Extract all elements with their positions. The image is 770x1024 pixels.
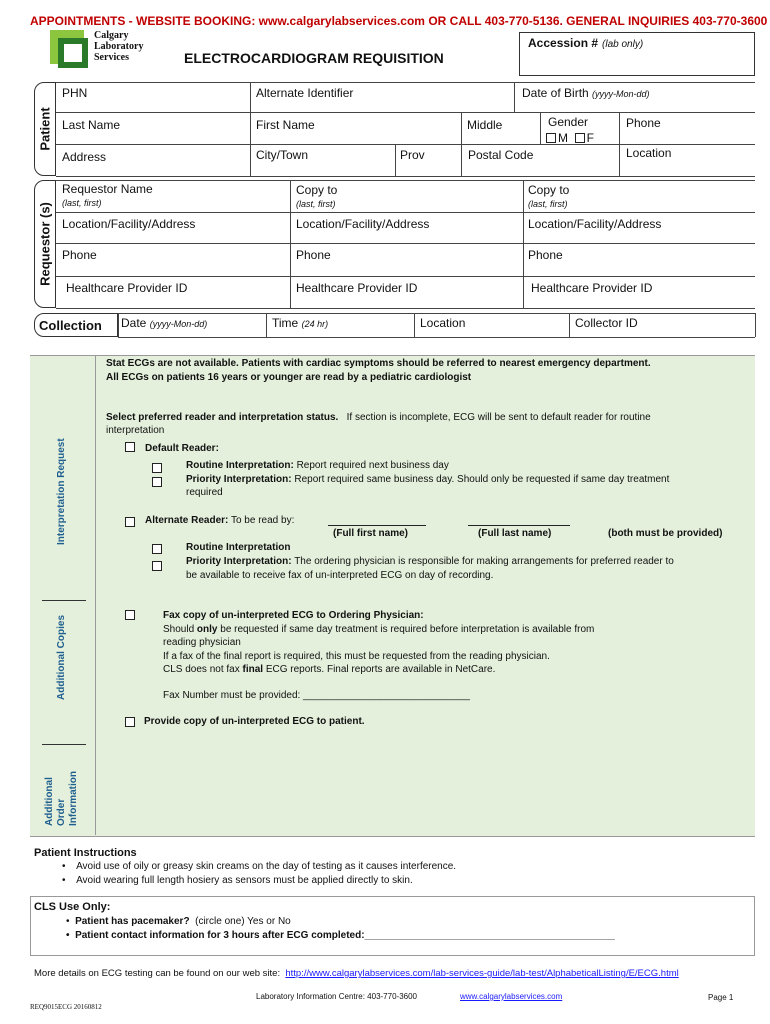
- routine2-label: Routine Interpretation: [186, 542, 291, 553]
- last-name-field[interactable]: Last Name: [62, 118, 121, 132]
- page-number: Page 1: [708, 993, 734, 1002]
- dob-field[interactable]: [522, 86, 650, 100]
- patient-copy-label: Provide copy of un-interpreted ECG to patient.: [144, 716, 365, 727]
- requestor-provider-id-field[interactable]: Healthcare Provider ID: [66, 281, 188, 295]
- collection-location-field[interactable]: Location: [420, 316, 466, 330]
- alternate-reader-label: [145, 515, 294, 526]
- priority2-bold: Priority Interpretation:: [186, 556, 292, 567]
- dob-label: Date of Birth: [522, 86, 589, 100]
- requestor-section-tab: [34, 180, 56, 308]
- phone-field[interactable]: Phone: [626, 116, 661, 130]
- logo-line: Services: [94, 52, 129, 63]
- instruction-text: Avoid use of oily or greasy skin creams on the day of testing as it causes interference.: [76, 861, 457, 872]
- copy-to-2-field[interactable]: Copy to: [528, 183, 570, 197]
- logo-mark-icon: [48, 28, 92, 72]
- order-info-line: Additional: [44, 777, 55, 826]
- interpretation-side-label: Interpretation Request: [56, 438, 67, 545]
- priority-interpretation-label-2: required: [186, 487, 223, 498]
- address-field[interactable]: Address: [62, 150, 107, 164]
- collector-id-field[interactable]: Collector ID: [575, 316, 638, 330]
- copy-to-1-hint: (last, first): [296, 199, 336, 209]
- first-name-line[interactable]: [328, 525, 426, 526]
- top-banner: APPOINTMENTS - WEBSITE BOOKING: www.calgarylabservices.com OR CALL 403-770-5136. GENERAL INQUIRIES 403-770-3600: [30, 14, 768, 28]
- copy2-location-field[interactable]: Location/Facility/Address: [528, 217, 662, 231]
- phn-field[interactable]: PHN: [62, 86, 88, 100]
- cls-a: CLS does not fax: [163, 664, 243, 675]
- should-a: Should: [163, 624, 197, 635]
- accession-box[interactable]: [519, 32, 755, 76]
- collection-tab-label: Collection: [39, 318, 102, 333]
- select-reader-rest: If section is incomplete, ECG will be sent to default reader for routine: [346, 412, 651, 423]
- cls-use-title: CLS Use Only:: [34, 901, 111, 913]
- cls-c: ECG reports. Final reports are available in NetCare.: [263, 664, 496, 675]
- more-details-text: More details on ECG testing can be found on our web site:: [34, 968, 281, 979]
- patient-location-field[interactable]: Location: [626, 146, 672, 160]
- contact-info-field[interactable]: • Patient contact information for 3 hours after ECG completed:_____________________________________________: [66, 930, 615, 941]
- priority-bold: Priority Interpretation:: [186, 474, 292, 485]
- fax-final-text: If a fax of the final report is required, this must be requested from the reading physician.: [163, 651, 550, 662]
- requestor-phone-field[interactable]: Phone: [62, 248, 97, 262]
- priority2-label-2: be available to receive fax of un-interpreted ECG on day of recording.: [186, 570, 494, 581]
- last-name-line[interactable]: [468, 525, 570, 526]
- copy1-provider-id-field[interactable]: Healthcare Provider ID: [296, 281, 418, 295]
- logo-line: Calgary: [94, 30, 129, 41]
- collection-section-tab: [34, 313, 118, 337]
- website-link[interactable]: www.calgarylabservices.com: [460, 992, 563, 1001]
- gender-m-checkbox[interactable]: [546, 133, 556, 143]
- priority2-label: [186, 556, 674, 567]
- order-info-side-label: [44, 771, 80, 826]
- alternate-reader-rest: To be read by:: [230, 515, 295, 526]
- default-reader-label: Default Reader:: [145, 443, 219, 454]
- copy-to-2-hint: (last, first): [528, 199, 568, 209]
- routine-rest: Report required next business day: [296, 460, 449, 471]
- patient-section-tab: [34, 82, 56, 176]
- alt-identifier-field[interactable]: Alternate Identifier: [256, 86, 354, 100]
- routine-bold: Routine Interpretation:: [186, 460, 294, 471]
- full-first-name-hint: (Full first name): [333, 528, 409, 539]
- select-reader-instruction: [106, 412, 651, 423]
- contact-line: _____________________________________________: [364, 930, 615, 941]
- collection-date-label: Date: [121, 316, 147, 330]
- form-code: REQ9015ECG 20160812: [30, 1003, 102, 1011]
- copy2-phone-field[interactable]: Phone: [528, 248, 563, 262]
- requestor-name-field[interactable]: Requestor Name: [62, 182, 153, 196]
- prov-field[interactable]: Prov: [400, 148, 425, 162]
- info-centre: Laboratory Information Centre: 403-770-3600: [256, 992, 417, 1001]
- collection-date-note: (yyyy-Mon-dd): [149, 319, 208, 329]
- priority2-rest: The ordering physician is responsible for making arrangements for preferred reader to: [294, 556, 674, 567]
- gender-label: Gender: [548, 115, 589, 129]
- accession-note: (lab only): [602, 39, 644, 50]
- full-last-name-hint: (Full last name): [478, 528, 552, 539]
- pacemaker-rest: (circle one) Yes or No: [195, 916, 291, 927]
- fax-copy-checkbox[interactable]: [125, 610, 135, 620]
- priority-rest: Report required same business day. Should only be requested if same day treatment: [294, 474, 670, 485]
- fax-number-field[interactable]: Fax Number must be provided: ______________________________: [163, 690, 470, 701]
- copy1-phone-field[interactable]: Phone: [296, 248, 331, 262]
- routine-interpretation-label: [186, 460, 449, 471]
- patient-instructions-title: Patient Instructions: [34, 847, 137, 859]
- postal-code-field[interactable]: Postal Code: [468, 148, 534, 162]
- ecg-info-link[interactable]: http://www.calgarylabservices.com/lab-services-guide/lab-test/AlphabeticalListing/E/ECG.html: [285, 968, 679, 979]
- copy-to-1-field[interactable]: Copy to: [296, 183, 338, 197]
- pacemaker-question[interactable]: • Patient has pacemaker? (circle one) Yes or No: [66, 916, 291, 927]
- select-reader-instruction-2: interpretation: [106, 425, 165, 436]
- page-title: ELECTROCARDIOGRAM REQUISITION: [184, 50, 444, 66]
- alternate-reader-bold: Alternate Reader:: [145, 515, 229, 526]
- middle-name-field[interactable]: Middle: [467, 118, 503, 132]
- patient-copy-checkbox[interactable]: [125, 717, 135, 727]
- fax-should-text-2: reading physician: [163, 637, 241, 648]
- stat-notice-2: All ECGs on patients 16 years or younger are read by a pediatric cardiologist: [106, 372, 472, 383]
- collection-time-label: Time: [272, 316, 299, 330]
- stat-notice-1: Stat ECGs are not available. Patients with cardiac symptoms should be referred to nearest emergency department.: [106, 358, 651, 369]
- contact-bold: Patient contact information for 3 hours after ECG completed:: [75, 930, 365, 941]
- cls-logo: [48, 28, 148, 74]
- copy2-provider-id-field[interactable]: Healthcare Provider ID: [531, 281, 653, 295]
- order-info-line: Order: [56, 798, 67, 826]
- cls-no-fax-text: [163, 664, 495, 675]
- instruction-item: • Avoid wearing full length hosiery as sensors must be applied directly to skin.: [62, 875, 413, 886]
- order-info-line: Information: [68, 771, 79, 826]
- logo-line: Laboratory: [94, 41, 144, 52]
- more-details: [34, 968, 679, 979]
- gender-options: [546, 131, 594, 145]
- collection-time-note: (24 hr): [301, 319, 329, 329]
- gender-f-checkbox[interactable]: [575, 133, 585, 143]
- cls-b: final: [242, 664, 264, 675]
- instruction-text: Avoid wearing full length hosiery as sensors must be applied directly to skin.: [76, 875, 413, 886]
- routine-interpretation-checkbox[interactable]: [152, 463, 162, 473]
- fax-copy-title: Fax copy of un-interpreted ECG to Ordering Physician:: [163, 610, 424, 621]
- gender-f-label: F: [586, 131, 595, 145]
- should-b: only: [196, 624, 218, 635]
- copies-side-label: Additional Copies: [56, 615, 67, 700]
- fax-should-text: [163, 624, 594, 635]
- pacemaker-bold: Patient has pacemaker?: [75, 916, 190, 927]
- first-name-field[interactable]: First Name: [256, 118, 315, 132]
- select-reader-bold: Select preferred reader and interpretation status.: [106, 412, 339, 423]
- accession-label: Accession #: [528, 36, 599, 50]
- collection-date-field[interactable]: [121, 316, 207, 330]
- copy1-location-field[interactable]: Location/Facility/Address: [296, 217, 430, 231]
- instruction-item: • Avoid use of oily or greasy skin creams on the day of testing as it causes interference.: [62, 861, 457, 872]
- priority-interpretation-label: [186, 474, 669, 485]
- requestor-tab-label: Requestor (s): [37, 202, 53, 286]
- priority-interpretation-checkbox[interactable]: [152, 477, 162, 487]
- default-reader-checkbox[interactable]: [125, 442, 135, 452]
- alternate-reader-checkbox[interactable]: [125, 517, 135, 527]
- city-field[interactable]: City/Town: [256, 148, 309, 162]
- requestor-location-field[interactable]: Location/Facility/Address: [62, 217, 196, 231]
- both-required-hint: (both must be provided): [608, 528, 723, 539]
- should-c: be requested if same day treatment is required before interpretation is available from: [217, 624, 595, 635]
- requestor-name-hint: (last, first): [62, 198, 102, 208]
- priority2-checkbox[interactable]: [152, 561, 162, 571]
- dob-note: (yyyy-Mon-dd): [592, 89, 650, 99]
- collection-time-field[interactable]: [272, 316, 328, 330]
- routine2-checkbox[interactable]: [152, 544, 162, 554]
- patient-tab-label: Patient: [37, 107, 53, 151]
- gender-m-label: M: [558, 131, 568, 145]
